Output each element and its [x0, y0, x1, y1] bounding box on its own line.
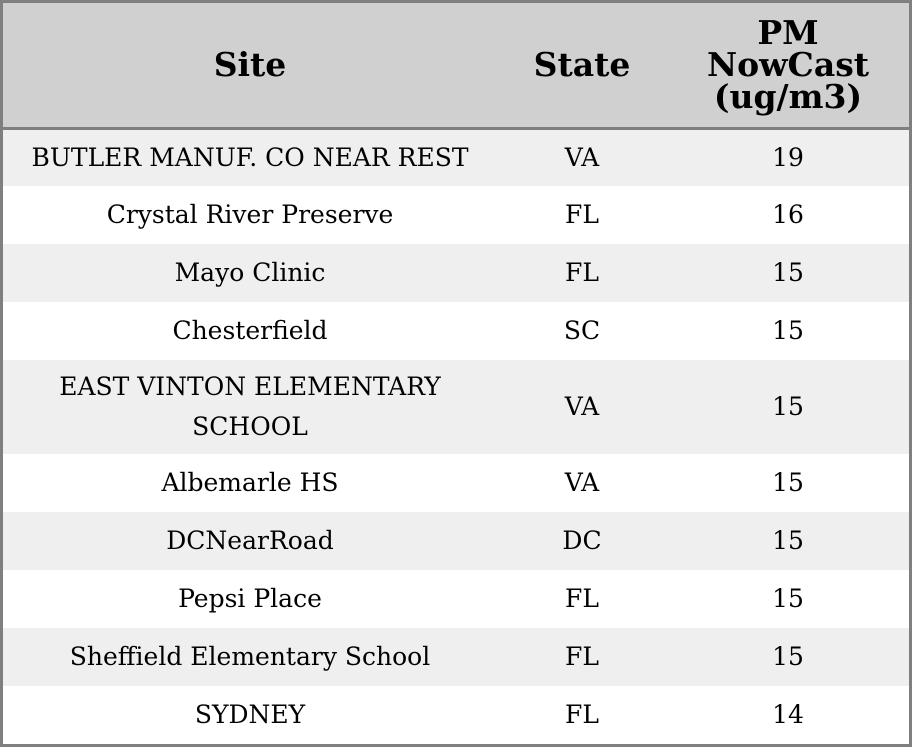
- cell-state: VA: [564, 142, 600, 172]
- cell-site: Crystal River Preserve: [106, 200, 394, 229]
- header-site: Site: [3, 3, 497, 128]
- cell-pm: 15: [772, 258, 804, 287]
- cell-site: EAST VINTON ELEMENTARY SCHOOL: [59, 372, 441, 441]
- cell-site: Mayo Clinic: [174, 258, 326, 287]
- table-row: [3, 512, 909, 570]
- cell-state: FL: [565, 642, 599, 671]
- table-row: [3, 454, 909, 512]
- cell-state: FL: [565, 258, 599, 287]
- cell-pm: 14: [772, 700, 804, 729]
- header-pm-nowcast: [667, 3, 909, 128]
- cell-site: Chesterfield: [172, 316, 328, 345]
- cell-state: VA: [564, 468, 600, 497]
- cell-state: DC: [562, 526, 602, 555]
- cell-pm: 16: [772, 200, 804, 229]
- cell-site: BUTLER MANUF. CO NEAR REST: [31, 142, 469, 172]
- cell-site: Albemarle HS: [161, 468, 339, 497]
- header-pm-line3: (ug/m3): [713, 76, 863, 116]
- table-row: [3, 570, 909, 628]
- header-pm-line1: PM: [757, 12, 819, 52]
- table-row: [3, 628, 909, 686]
- cell-pm: 15: [772, 468, 804, 497]
- table-row: [3, 128, 909, 186]
- table-row: [3, 686, 909, 744]
- air-quality-table: [3, 3, 909, 744]
- table-row: [3, 244, 909, 302]
- header-state: State: [497, 3, 667, 128]
- cell-state: FL: [565, 584, 599, 613]
- cell-site: Sheffield Elementary School: [69, 642, 431, 671]
- header-pm-line2: NowCast: [706, 44, 870, 84]
- cell-pm: 15: [772, 584, 804, 613]
- cell-pm: 19: [772, 142, 804, 172]
- table-row: [3, 302, 909, 360]
- cell-state: FL: [565, 200, 599, 229]
- cell-site: DCNearRoad: [166, 526, 334, 555]
- cell-site: SYDNEY: [194, 700, 306, 729]
- cell-pm: 15: [772, 526, 804, 555]
- cell-state: SC: [563, 316, 601, 345]
- cell-pm: 15: [772, 642, 804, 671]
- table-row: [3, 360, 909, 454]
- table-row: [3, 186, 909, 244]
- cell-state: VA: [564, 392, 600, 421]
- cell-state: FL: [565, 700, 599, 729]
- cell-pm: 15: [772, 316, 804, 345]
- table-header-row: [3, 3, 909, 128]
- cell-pm: 15: [772, 392, 804, 421]
- cell-site: Pepsi Place: [178, 584, 322, 613]
